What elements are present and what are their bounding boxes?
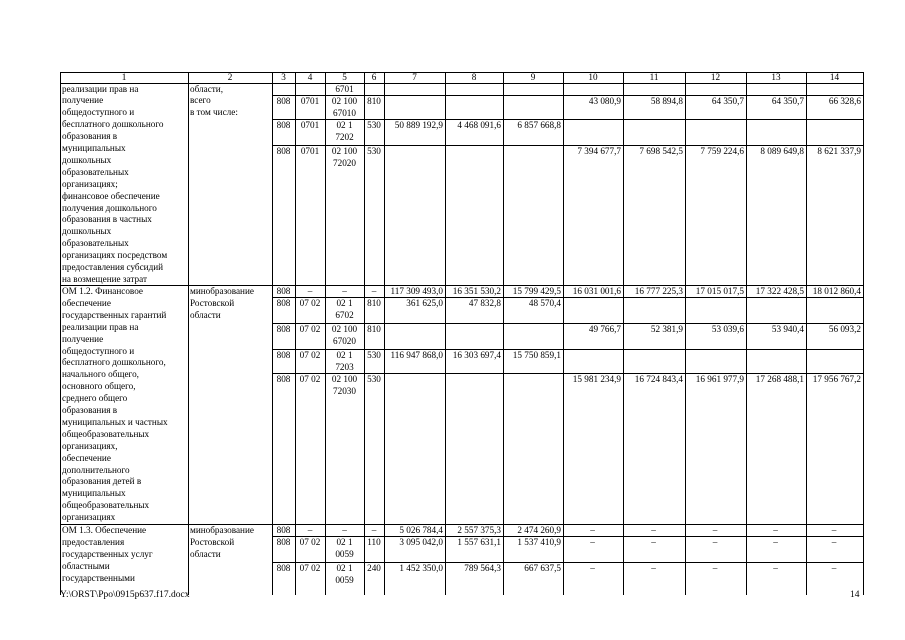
cell-amount-10: – bbox=[590, 525, 595, 535]
program-measure-name: организациях; bbox=[62, 178, 118, 189]
cell-amount-11: – bbox=[651, 563, 656, 573]
column-number-header: 14 bbox=[829, 72, 840, 82]
cell-expense-type-code: 530 bbox=[367, 374, 381, 384]
cell-amount-9: 2 474 260,9 bbox=[517, 525, 561, 535]
cell-amount-12: – bbox=[712, 563, 718, 573]
column-number-header: 4 bbox=[307, 72, 313, 82]
column-number-header: 7 bbox=[412, 72, 417, 82]
program-measure-name: государственных гарантий bbox=[62, 309, 167, 320]
cell-amount-11: 16 777 225,3 bbox=[634, 286, 683, 296]
column-number-header: 6 bbox=[371, 72, 377, 82]
cell-ministry-code: 808 bbox=[276, 120, 291, 130]
cell-amount-7: 3 095 042,0 bbox=[399, 537, 443, 547]
cell-ministry-code: 808 bbox=[276, 563, 291, 573]
program-measure-name: среднего общего bbox=[62, 393, 128, 404]
program-measure-name: ОМ 1.2. Финансовое bbox=[62, 286, 143, 296]
cell-amount-10: 43 080,9 bbox=[588, 96, 621, 106]
program-measure-name: финансовое обеспечение bbox=[62, 190, 160, 201]
column-number-header: 13 bbox=[771, 72, 781, 82]
cell-amount-12: 64 350,7 bbox=[711, 96, 744, 106]
cell-target-item-code: 7202 bbox=[335, 131, 354, 142]
column-number-header: 2 bbox=[227, 72, 233, 82]
program-measure-name: общеобразовательных bbox=[62, 428, 150, 439]
cell-target-item-code: 6701 bbox=[335, 83, 354, 94]
program-measure-name: получения дошкольного bbox=[62, 202, 157, 213]
cell-target-item-code: 02 1 bbox=[336, 537, 353, 547]
cell-target-item-code: 02 100 bbox=[331, 374, 358, 384]
cell-amount-10: – bbox=[590, 563, 595, 573]
cell-amount-8: 16 303 697,4 bbox=[452, 350, 501, 360]
program-measure-name: получение bbox=[62, 333, 104, 344]
cell-amount-12: 7 759 224,6 bbox=[700, 146, 744, 156]
program-measure-name: образования детей в bbox=[62, 476, 142, 487]
cell-section-code: 07 02 bbox=[299, 537, 321, 547]
cell-target-item-code: 02 1 bbox=[336, 298, 353, 308]
program-measure-name: образования в частных bbox=[62, 214, 152, 225]
program-measure-name: муниципальных bbox=[62, 143, 126, 153]
program-measure-name: общеобразовательных bbox=[62, 500, 150, 511]
program-measure-name: организациях bbox=[62, 512, 116, 523]
cell-expense-type-code: 810 bbox=[367, 96, 381, 106]
program-measure-name: государственных услуг bbox=[62, 548, 153, 559]
cell-amount-13: 8 089 649,8 bbox=[760, 146, 804, 156]
cell-ministry-code: 808 bbox=[276, 96, 291, 106]
program-measure-name: дополнительного bbox=[62, 464, 130, 475]
cell-amount-7: 50 889 192,9 bbox=[394, 120, 443, 130]
cell-amount-11: 7 698 542,5 bbox=[639, 146, 683, 156]
cell-amount-9: 48 570,4 bbox=[528, 298, 561, 308]
executor-name: области, bbox=[190, 83, 224, 94]
program-measure-name: общедоступного и bbox=[62, 345, 135, 356]
cell-amount-14: 66 328,6 bbox=[828, 96, 861, 106]
executor-name: в том числе: bbox=[190, 107, 238, 118]
program-measure-name: образовательных bbox=[62, 166, 129, 177]
cell-amount-7: 361 625,0 bbox=[406, 298, 443, 308]
cell-expense-type-code: 240 bbox=[367, 563, 381, 573]
cell-target-item-code: 6702 bbox=[335, 309, 354, 320]
cell-target-item-code: 0059 bbox=[335, 548, 354, 559]
executor-name: всего bbox=[190, 95, 211, 106]
column-number-header: 9 bbox=[530, 72, 536, 82]
cell-amount-14: – bbox=[831, 537, 837, 547]
program-measure-name: образования в bbox=[62, 131, 118, 142]
cell-amount-14: 8 621 337,9 bbox=[817, 146, 861, 156]
program-measure-name: областными bbox=[62, 560, 110, 571]
cell-expense-type-code: – bbox=[371, 525, 377, 535]
executor-name: Ростовской bbox=[190, 536, 235, 547]
program-measure-name: обеспечение bbox=[62, 297, 111, 308]
cell-amount-13: 64 350,7 bbox=[771, 96, 804, 106]
cell-amount-11: 52 381,9 bbox=[650, 324, 683, 334]
cell-amount-12: – bbox=[712, 537, 718, 547]
executor-name: области bbox=[190, 548, 221, 559]
cell-amount-14: 56 093,2 bbox=[828, 324, 861, 334]
cell-expense-type-code: 110 bbox=[367, 537, 381, 547]
cell-amount-13: – bbox=[773, 525, 778, 535]
cell-amount-8: 4 468 091,6 bbox=[457, 120, 501, 130]
cell-amount-8: 47 832,8 bbox=[468, 298, 501, 308]
cell-target-item-code: 02 100 bbox=[331, 96, 358, 106]
program-measure-name: ОМ 1.3. Обеспечение bbox=[62, 525, 147, 535]
cell-amount-13: 17 268 488,1 bbox=[755, 374, 804, 384]
program-measure-name: образования в bbox=[62, 405, 118, 415]
cell-amount-9: 1 537 410,9 bbox=[517, 537, 561, 547]
executor-name: минобразование bbox=[190, 525, 254, 535]
program-measure-name: дошкольных bbox=[62, 226, 112, 237]
cell-amount-8: 2 557 375,3 bbox=[457, 525, 501, 535]
cell-amount-13: 17 322 428,5 bbox=[755, 286, 804, 296]
cell-amount-10: 7 394 677,7 bbox=[577, 146, 621, 156]
program-measure-name: организациях, bbox=[62, 440, 118, 451]
cell-target-item-code: 02 1 bbox=[336, 120, 353, 130]
cell-ministry-code: 808 bbox=[276, 525, 291, 535]
cell-target-item-code: 67010 bbox=[333, 107, 356, 118]
program-measure-name: бесплатного дошкольного bbox=[62, 119, 164, 130]
cell-target-item-code: 02 1 bbox=[336, 563, 353, 573]
program-measure-name: образовательных bbox=[62, 238, 129, 249]
cell-amount-12: 16 961 977,9 bbox=[695, 374, 744, 384]
cell-amount-9: 6 857 668,8 bbox=[517, 120, 561, 130]
cell-section-code: 07 02 bbox=[299, 298, 321, 308]
cell-expense-type-code: 810 bbox=[367, 298, 381, 308]
program-measure-name: реализации прав на bbox=[62, 83, 139, 94]
column-number-header: 8 bbox=[471, 72, 477, 82]
cell-section-code: – bbox=[307, 286, 313, 296]
footer-path: Y:\ORST\Ppo\0915p637.f17.docx bbox=[60, 590, 190, 600]
cell-target-item-code: 67020 bbox=[333, 335, 356, 346]
column-number-header: 1 bbox=[121, 72, 127, 82]
cell-section-code: 07 02 bbox=[299, 324, 321, 334]
cell-target-item-code: 02 1 bbox=[336, 350, 353, 360]
cell-section-code: 07 02 bbox=[299, 563, 321, 573]
program-measure-name: государственными bbox=[62, 572, 135, 583]
program-measure-name: начального общего, bbox=[62, 369, 139, 380]
cell-amount-7: 5 026 784,4 bbox=[399, 525, 443, 535]
cell-amount-10: 15 981 234,9 bbox=[572, 374, 621, 384]
cell-target-item-code: – bbox=[342, 525, 347, 535]
cell-amount-13: – bbox=[773, 563, 778, 573]
cell-section-code: 0701 bbox=[300, 96, 320, 106]
column-number-header: 12 bbox=[710, 72, 721, 82]
cell-target-item-code: – bbox=[342, 286, 347, 296]
program-measure-name: бесплатного дошкольного, bbox=[62, 357, 166, 368]
cell-target-item-code: 02 100 bbox=[331, 324, 358, 334]
cell-amount-9: 15 799 429,5 bbox=[512, 286, 561, 296]
cell-target-item-code: 02 100 bbox=[331, 146, 358, 156]
cell-amount-14: – bbox=[831, 525, 837, 535]
program-measure-name: предоставления субсидий bbox=[62, 262, 164, 272]
cell-section-code: – bbox=[307, 525, 313, 535]
cell-amount-12: – bbox=[712, 525, 718, 535]
executor-name: Ростовской bbox=[190, 297, 235, 308]
program-measure-name: муниципальных bbox=[62, 488, 126, 499]
cell-amount-10: – bbox=[590, 537, 595, 547]
cell-amount-11: – bbox=[651, 525, 656, 535]
cell-amount-10: 16 031 001,6 bbox=[572, 286, 621, 296]
column-number-header: 3 bbox=[281, 72, 286, 82]
cell-ministry-code: 808 bbox=[276, 286, 291, 296]
program-measure-name: основного общего, bbox=[62, 381, 136, 392]
cell-ministry-code: 808 bbox=[276, 298, 291, 308]
program-measure-name: дошкольных bbox=[62, 154, 112, 165]
executor-name: области bbox=[190, 309, 221, 320]
cell-amount-14: 17 956 767,2 bbox=[812, 374, 861, 384]
cell-expense-type-code: – bbox=[371, 286, 377, 296]
cell-ministry-code: 808 bbox=[276, 350, 291, 360]
cell-target-item-code: 72030 bbox=[333, 385, 356, 396]
cell-amount-11: 16 724 843,4 bbox=[634, 374, 683, 384]
cell-amount-8: 1 557 631,1 bbox=[457, 537, 501, 547]
cell-ministry-code: 808 bbox=[276, 146, 291, 156]
cell-amount-9: 15 750 859,1 bbox=[512, 350, 561, 360]
cell-expense-type-code: 530 bbox=[367, 146, 381, 156]
cell-expense-type-code: 530 bbox=[367, 120, 381, 130]
footer-page-number: 14 bbox=[850, 590, 860, 600]
cell-expense-type-code: 810 bbox=[367, 324, 381, 334]
program-measure-name: получение bbox=[62, 95, 104, 106]
cell-amount-8: 16 351 530,2 bbox=[452, 286, 501, 296]
column-number-header: 5 bbox=[342, 72, 347, 82]
cell-amount-7: 1 452 350,0 bbox=[399, 563, 443, 573]
program-measure-name: муниципальных и частных bbox=[62, 416, 168, 427]
program-measure-name: реализации прав на bbox=[62, 321, 139, 332]
cell-amount-7: 117 309 493,0 bbox=[390, 286, 443, 296]
cell-target-item-code: 7203 bbox=[335, 361, 354, 372]
cell-amount-12: 17 015 017,5 bbox=[695, 286, 744, 296]
cell-ministry-code: 808 bbox=[276, 324, 291, 334]
cell-amount-7: 116 947 868,0 bbox=[390, 350, 443, 360]
cell-amount-12: 53 039,6 bbox=[711, 324, 744, 334]
cell-ministry-code: 808 bbox=[276, 374, 291, 384]
cell-section-code: 07 02 bbox=[299, 374, 321, 384]
column-number-header: 10 bbox=[588, 72, 598, 82]
column-number-header: 11 bbox=[649, 72, 659, 82]
program-measure-name: на возмещение затрат bbox=[62, 273, 147, 284]
cell-amount-11: – bbox=[651, 537, 656, 547]
program-measure-name: организациях посредством bbox=[62, 250, 168, 261]
cell-section-code: 07 02 bbox=[299, 350, 321, 360]
cell-section-code: 0701 bbox=[300, 146, 320, 156]
cell-amount-8: 789 564,3 bbox=[464, 563, 501, 573]
cell-section-code: 0701 bbox=[300, 120, 320, 130]
cell-amount-14: – bbox=[831, 563, 837, 573]
cell-amount-11: 58 894,8 bbox=[650, 96, 683, 106]
cell-amount-13: – bbox=[773, 537, 778, 547]
cell-amount-13: 53 940,4 bbox=[771, 324, 804, 334]
executor-name: минобразование bbox=[190, 286, 254, 296]
cell-expense-type-code: 530 bbox=[367, 350, 381, 360]
cell-target-item-code: 72020 bbox=[333, 157, 356, 168]
program-measure-name: обеспечение bbox=[62, 452, 111, 463]
program-measure-name: общедоступного и bbox=[62, 107, 135, 118]
cell-amount-10: 49 766,7 bbox=[588, 324, 621, 334]
cell-amount-14: 18 012 860,4 bbox=[812, 286, 861, 296]
program-measure-name: предоставления bbox=[62, 536, 125, 547]
cell-amount-9: 667 637,5 bbox=[524, 563, 561, 573]
cell-target-item-code: 0059 bbox=[335, 574, 354, 585]
cell-ministry-code: 808 bbox=[276, 537, 291, 547]
